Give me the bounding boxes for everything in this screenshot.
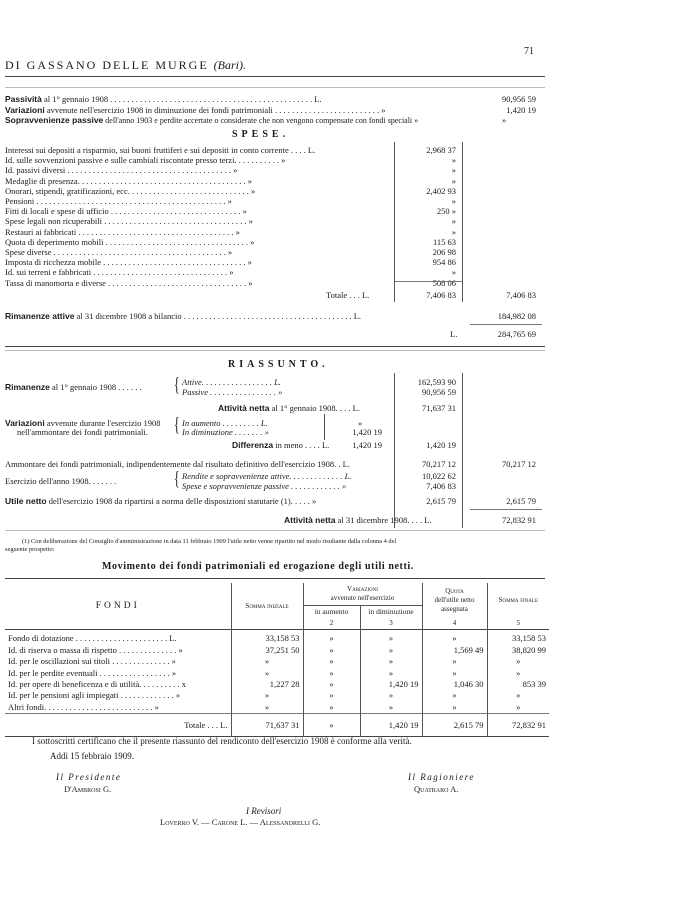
fondo-c3: 1,420 19 [360, 678, 422, 689]
att-netta-text: al 1° gennaio 1908. . . . L. [269, 403, 360, 413]
revisori-title: I Revisori [246, 806, 282, 816]
grand-total-l: L. [450, 329, 458, 339]
table-row [5, 678, 549, 689]
fondo-c2: » [303, 629, 360, 644]
header-title-text: DI GASSANO DELLE MURGE [5, 58, 209, 72]
fondo-name: Id. per opere di beneficenza e di utilità. . . . . . . . . . x [5, 678, 231, 689]
rim-iniziali-line [5, 382, 142, 392]
passive-value: 90,956 59 [422, 387, 456, 397]
var-text-2: nell'ammontare dei fondi patrimoniali. [17, 427, 148, 437]
col-in-aumento: in aumento [303, 606, 360, 618]
spese-item-value: 250 » [436, 206, 456, 217]
fondo-c1: 1,227 28 [231, 678, 303, 689]
spese-item-value: » [451, 165, 456, 176]
utile-text: dell'esercizio 1908 da ripartirsi a norma delle disposizioni statutarie (1). . . . . » [46, 496, 317, 506]
variazioni-value: 1,420 19 [506, 105, 536, 115]
spese-item-label: Id. sui terreni e fabbricati . . . . . . . . . . . . . . . . . . . . . . . . . . . . . . . . » [5, 267, 234, 278]
col-variazioni-title: Variazioni [347, 585, 378, 593]
col-quota-1: Quota [445, 586, 464, 595]
spese-title: SPESE. [232, 129, 290, 140]
diminuzione-label: In diminuzione . . . . . . . » [182, 427, 269, 437]
brace-var: { [173, 414, 180, 436]
section-rule-2 [5, 350, 545, 351]
spese-item-value: » [451, 155, 456, 166]
spese-item-value: 508 06 [432, 277, 456, 288]
rimanenze-text: al 31 dicembre 1908 a bilancio . . . . . . . . . . . . . . . . . . . . . . . . . . . . . . . . . . . . . . . . L. [74, 311, 362, 321]
var-sub-rule [324, 414, 325, 440]
page-number: 71 [524, 46, 534, 57]
spese-item-value: » [451, 196, 456, 206]
spese-item-value: » [451, 267, 456, 278]
fondo-c1: » [231, 667, 303, 678]
footnote-2: seguente prospetto: [5, 546, 55, 553]
spese-item-value: » [451, 216, 456, 227]
spese-item-value: 115 63 [432, 236, 456, 247]
fondo-c3: » [360, 644, 422, 655]
fondo-c4: » [422, 701, 487, 713]
spese-item-value: » [451, 175, 456, 186]
spese-item-value: 2,968 37 [426, 145, 456, 155]
col-num-2: 2 [303, 617, 360, 629]
att-fin-rule [470, 509, 542, 510]
variazioni-text: avvenute nell'esercizio 1908 in diminuzione dei fondi patrimoniali . . . . . . . . . . . . . . . . . . . . . . . . . » [44, 105, 386, 115]
rimanenze-line [5, 311, 361, 321]
spese-item-label: Onorari, stipendi, gratificazioni, ecc. . . . . . . . . . . . . . . . . . . . . . . . . . . . . » [5, 185, 256, 196]
header-subtitle: (Bari). [213, 58, 246, 72]
fondo-c1: » [231, 690, 303, 701]
fondo-c4: 1,569 49 [422, 644, 487, 655]
fondo-c1: 33,158 53 [231, 629, 303, 644]
fondo-c5: 33,158 53 [512, 633, 546, 644]
spese-item-label: Interessi sui depositi a risparmio, sui buoni fruttiferi e sui depositi in conto corrente . . . . L. [5, 145, 316, 155]
spese-item-label: Tassa di manomorta e diverse . . . . . . . . . . . . . . . . . . . . . . . . . . . . . . . . . » [5, 277, 253, 288]
col-somma-finale: Somma finale [498, 596, 539, 605]
grand-total-value: 284,765 69 [497, 329, 536, 339]
spese-item-value: 954 86 [432, 257, 456, 268]
grand-total-rule [470, 324, 542, 325]
fondo-c5: » [516, 667, 521, 678]
col-in-diminuzione: in diminuzione [360, 606, 422, 618]
fondo-c4: » [422, 629, 487, 644]
fondo-c2: » [303, 667, 360, 678]
spese-col-rule-1 [394, 142, 395, 302]
passive-label: Passive . . . . . . . . . . . . . . . . » [182, 387, 283, 397]
diminuzione-value: 1,420 19 [352, 427, 382, 437]
col-num-3: 3 [360, 617, 422, 629]
utile-label: Utile netto [5, 496, 47, 506]
fondo-c1: » [231, 701, 303, 713]
table-row [5, 667, 549, 678]
var-label: Variazioni [5, 418, 45, 428]
header-rule-2 [5, 87, 545, 88]
diff-value-2: 1,420 19 [426, 440, 456, 450]
ammontare-text: Ammontare dei fondi patrimoniali, indipendentemente dal risultato definitivo dell'esercizio 1908. . L. [5, 459, 350, 469]
fondo-c5: 853 39 [522, 679, 546, 690]
rimanenze-label: Rimanenze attive [5, 311, 75, 321]
att-fin-label: Attività netta [284, 515, 336, 525]
col-variazioni-sub: avvenute nell'esercizio [330, 594, 395, 602]
fondo-name: Id. di riserva o massa di rispetto . . . . . . . . . . . . . . » [5, 644, 231, 655]
footnote-rule [5, 530, 545, 531]
spese-item-label: Pensioni . . . . . . . . . . . . . . . . . . . . . . . . . . . . . . . . . . . . . . . . . . . . . » [5, 196, 232, 206]
header-rule [5, 76, 545, 77]
fondi-totale-c2: » [303, 713, 360, 736]
col-somma-iniziale: Somma iniziale [231, 583, 303, 629]
att-fin-text: al 31 dicembre 1908. . . . L. [335, 515, 432, 525]
fondo-c5: » [516, 701, 521, 712]
fondo-name: Fondo di dotazione . . . . . . . . . . . . . . . . . . . . . . L. [5, 629, 231, 644]
att-fin-value: 72,832 91 [502, 515, 536, 525]
spese-item-label: Quota di deperimento mobili . . . . . . . . . . . . . . . . . . . . . . . . . . . . . . . . . . » [5, 236, 255, 247]
riassunto-col-rule-1 [394, 373, 395, 528]
table-row [5, 644, 549, 655]
fondo-name: Id. per le oscillazioni sui titoli . . . . . . . . . . . . . . » [5, 656, 231, 667]
section-rule [5, 346, 545, 347]
fondo-name: Id. per le perdite eventuali . . . . . . . . . . . . . . . . . » [5, 667, 231, 678]
spese-totale-label: Totale . . . L. [326, 290, 370, 300]
presidente-name: D'Ambrosi G. [64, 784, 112, 794]
fondo-c2: » [303, 644, 360, 655]
spese-sopr-value: 7,406 83 [426, 481, 456, 491]
fondo-c4: 1,046 30 [422, 678, 487, 689]
spese-item-value: » [451, 226, 456, 237]
att-netta-value: 71,637 31 [422, 403, 456, 413]
fondi-header-row-1 [5, 583, 549, 606]
spese-col-rule-2 [462, 142, 463, 302]
fondo-c2: » [303, 690, 360, 701]
spese-totale-value: 7,406 83 [426, 290, 456, 300]
spese-sopr-label: Spese e sopravvenienze passive . . . . . . . . . . . . » [182, 481, 347, 491]
spese-item-label: Medaglie di presenza. . . . . . . . . . . . . . . . . . . . . . . . . . . . . . . . . . . . . . . . » [5, 175, 252, 186]
fondo-c4: » [422, 690, 487, 701]
fondo-c3: » [360, 629, 422, 644]
spese-item-label: Imposta di ricchezza mobile . . . . . . . . . . . . . . . . . . . . . . . . . . . . . . . . . . » [5, 257, 252, 268]
fondi-totale-label: Totale . . . L. [5, 713, 231, 736]
fondo-c5: » [516, 690, 521, 701]
spese-item-label: Spese diverse . . . . . . . . . . . . . . . . . . . . . . . . . . . . . . . . . . . . . . . . . » [5, 247, 233, 257]
ammontare-value: 70,217 12 [422, 459, 456, 469]
ragioniere-title: Il Ragioniere [408, 772, 475, 782]
col-fondi: FONDI [5, 583, 231, 629]
ammontare-value-2: 70,217 12 [502, 459, 536, 469]
col-num-5: 5 [516, 619, 520, 628]
spese-item-label: Restauri ai fabbricati . . . . . . . . . . . . . . . . . . . . . . . . . . . . . . . . . . . . . » [5, 226, 240, 237]
movimento-title: Movimento dei fondi patrimoniali ed erogazione degli utili netti. [102, 561, 414, 572]
utile-value-1: 2,615 79 [426, 496, 456, 506]
utile-line [5, 496, 316, 506]
spese-totale-value-2: 7,406 83 [506, 290, 536, 300]
riassunto-col-rule-2 [462, 373, 463, 528]
col-quota-3: assegnata [441, 604, 468, 613]
fondi-table [5, 583, 549, 737]
aumento-label: In aumento . . . . . . . . . L. [182, 418, 268, 428]
rim-iniziali-text: al 1° gennaio 1908 . . . . . . [49, 382, 142, 392]
fondo-c5: 38,820 99 [512, 644, 546, 655]
fondo-c3: » [360, 667, 422, 678]
table-row [5, 629, 549, 644]
passivita-line [5, 94, 322, 104]
var-text-1: avvenute durante l'esercizio 1908 [44, 418, 161, 428]
fondi-totale-row [5, 713, 549, 736]
attive-label: Attive. . . . . . . . . . . . . . . . . L. [182, 377, 281, 387]
diff-line [232, 440, 329, 450]
col-num-4: 4 [422, 617, 487, 629]
brace-rim: { [173, 374, 180, 396]
fondi-totale-c3: 1,420 19 [360, 713, 422, 736]
diff-label: Differenza [232, 440, 274, 450]
ragioniere-name: Quatraro A. [414, 784, 459, 794]
table-row [5, 690, 549, 701]
spese-item-label: Spese legali non ricuperabili . . . . . . . . . . . . . . . . . . . . . . . . . . . . . . . . . . » [5, 216, 253, 227]
certification: I sottoscritti certificano che il presente riassunto del rendiconto dell'esercizio 1908 è conforme alla verità. [32, 736, 412, 746]
spese-item-label: Id. passivi diversi . . . . . . . . . . . . . . . . . . . . . . . . . . . . . . . . . . . . . . . » [5, 165, 238, 176]
att-netta-label: Attività netta [218, 403, 270, 413]
rendite-value: 10,022 62 [422, 471, 456, 481]
fondi-totale-c1: 71,637 31 [231, 713, 303, 736]
table-row [5, 656, 549, 667]
footnote-1: (1) Con deliberazione del Consiglio d'amministrazione in data 11 febbraio 1909 l'utile netto venne ripartito nel modo risultante dalla colonna 4 del [22, 538, 397, 545]
fondo-c2: » [303, 678, 360, 689]
variazioni-line [5, 105, 385, 115]
sopravvenienze-line [5, 115, 418, 125]
table-top-rule [5, 578, 545, 579]
fondo-c5: » [516, 656, 521, 667]
fondo-c4: » [422, 667, 487, 678]
col-quota-2: dell'utile netto [434, 595, 475, 604]
fondo-c3: » [360, 690, 422, 701]
aumento-value: » [358, 418, 363, 428]
fondo-c2: » [303, 701, 360, 713]
spese-item-value: 2,402 93 [426, 185, 456, 196]
brace-eserc: { [173, 468, 180, 490]
attive-value: 162,593 90 [417, 377, 456, 387]
fondo-c1: 37,251 50 [231, 644, 303, 655]
sopravvenienze-text: dell'anno 1903 e perdite accertate o considerate che non vengono compensate con fondi speciali » [103, 116, 419, 125]
fondo-c1: » [231, 656, 303, 667]
revisori-names: Loverro V. — Carone L. — Alessandrelli G. [160, 817, 321, 827]
diff-value-1: 1,420 19 [352, 440, 382, 450]
esercizio-text: Esercizio dell'anno 1908. . . . . . . [5, 476, 117, 486]
col-variazioni [303, 583, 422, 606]
spese-totale-rule [395, 281, 462, 282]
table-row [5, 701, 549, 713]
rim-iniziali-label: Rimanenze [5, 382, 50, 392]
variazioni-label: Variazioni [5, 105, 45, 115]
fondo-name: Id. per le pensioni agli impiegati . . . . . . . . . . . . . » [5, 690, 231, 701]
att-fin-line [284, 515, 432, 525]
fondo-c3: » [360, 656, 422, 667]
riassunto-title: RIASSUNTO. [228, 359, 329, 370]
sopravvenienze-value: » [502, 115, 507, 125]
utile-value-2: 2,615 79 [506, 496, 536, 506]
passivita-value: 90,956 59 [502, 94, 536, 104]
sopravvenienze-label: Sopravvenienze passive [5, 115, 104, 125]
passivita-label: Passività [5, 94, 42, 104]
rendite-label: Rendite e sopravvenienze attive. . . . . . . . . . . . . L. [182, 471, 352, 481]
date-line: Addì 15 febbraio 1909. [50, 751, 134, 761]
diff-text: in meno . . . . L. [273, 440, 330, 450]
spese-item-label: Fitti di locali e spese di ufficio . . . . . . . . . . . . . . . . . . . . . . . . . . . . . . . » [5, 206, 247, 217]
header-title [5, 58, 246, 73]
col-quota [422, 583, 487, 617]
fondo-c2: » [303, 656, 360, 667]
fondo-c4: » [422, 656, 487, 667]
fondo-c3: » [360, 701, 422, 713]
rimanenze-value: 184,982 08 [497, 311, 536, 321]
passivita-text: al 1° gennaio 1908 . . . . . . . . . . . . . . . . . . . . . . . . . . . . . . . . . . . . . . . . . . . . . . . . L. [41, 94, 322, 104]
fondi-totale-c5: 72,832 91 [512, 719, 546, 730]
fondi-body [5, 629, 549, 713]
spese-item-value: 206 98 [432, 247, 456, 257]
fondi-totale-c4: 2,615 79 [422, 713, 487, 736]
spese-item-label: Id. sulle sovvenzioni passive e sulle cambiali riscontate presso terzi. . . . . . . . . . . » [5, 155, 286, 166]
att-netta-line [218, 403, 360, 413]
presidente-title: Il Presidente [56, 772, 122, 782]
fondo-name: Altri fondi. . . . . . . . . . . . . . . . . . . . . . . . . . » [5, 701, 231, 713]
